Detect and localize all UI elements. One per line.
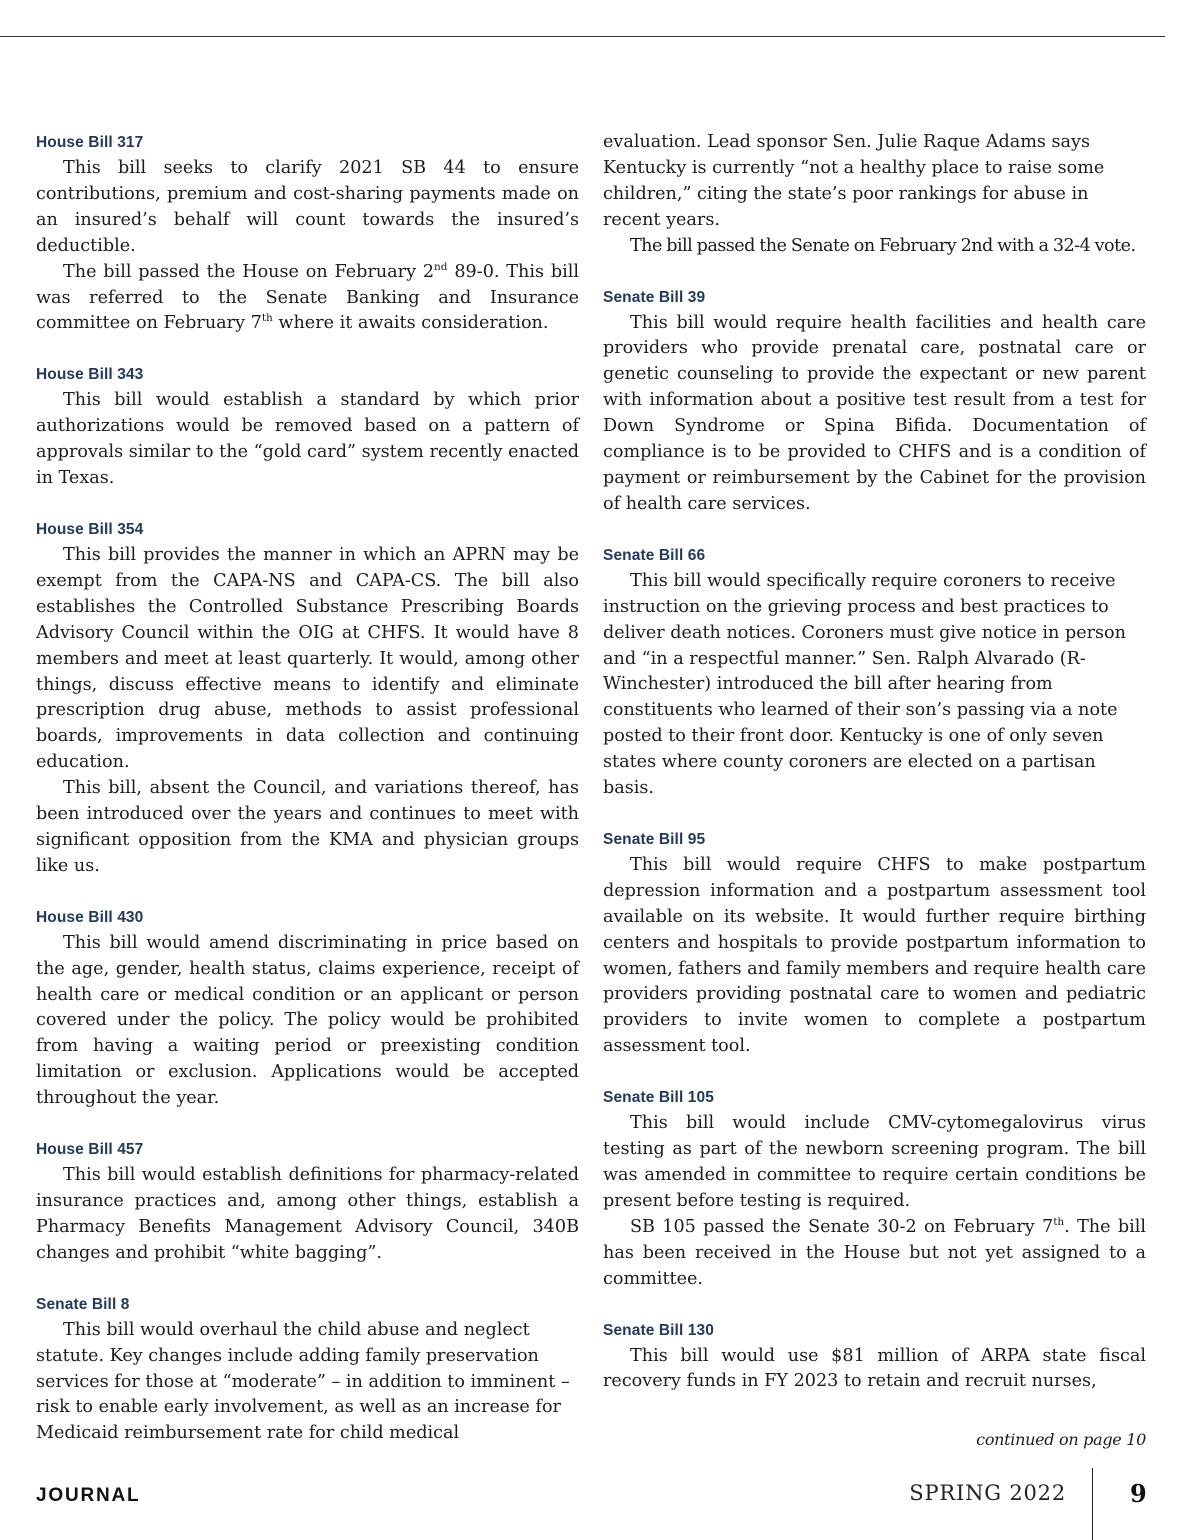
bill-title: Senate Bill 95: [603, 830, 706, 848]
bill-hb430: [36, 905, 579, 1112]
bill-status: SB 105 passed the Senate 30-2 on February 7th. The bill has been received in the House but not yet assigned to a committee.: [603, 1215, 1146, 1289]
bill-status: The bill passed the House on February 2nd 89-0. This bill was referred to the Senate Banking and Insurance committee on February 7th where it awaits consideration.: [36, 260, 579, 334]
bill-sb130: [603, 1318, 1146, 1396]
bill-sb8: [36, 1292, 579, 1448]
bill-paragraph: This bill, absent the Council, and variations thereof, has been introduced over the years and continues to meet with significant opposition from the KMA and physician groups like us.: [36, 778, 579, 876]
bill-sb8-continued: [603, 130, 1146, 260]
bill-title: House Bill 430: [36, 908, 144, 926]
bill-sb95: [603, 827, 1146, 1060]
bill-sb39: [603, 285, 1146, 518]
bill-paragraph: This bill would establish a standard by which prior authorizations would be removed based on a pattern of approvals similar to the “gold card” system recently enacted in Texas.: [36, 390, 579, 489]
bill-title: House Bill 457: [36, 1141, 144, 1159]
continued-note: continued on page 10: [976, 1430, 1146, 1449]
bill-title: Senate Bill 39: [603, 288, 706, 306]
bill-title: Senate Bill 8: [36, 1295, 130, 1313]
footer-publication: JOURNAL: [36, 1485, 141, 1506]
bill-title: Senate Bill 130: [603, 1321, 714, 1339]
footer-divider: [1092, 1468, 1093, 1540]
bill-paragraph: This bill would specifically require coroners to receive instruction on the grieving process and best practices to deliver death notices. Coroners must give notice in person and “in a respectful manner.” Sen. Ralph Alvarado (R-Winchester) introduced the bill after hearing from constituents who learned of their son’s passing via a note posted to their front door. Kentucky is one of only seven states where county coroners are elected on a partisan basis.: [603, 570, 1126, 799]
bill-sb105: [603, 1085, 1146, 1292]
bill-paragraph: evaluation. Lead sponsor Sen. Julie Raque Adams says Kentucky is currently “not a healthy place to raise some children,” citing the state’s poor rankings for abuse in recent years.: [603, 132, 1105, 230]
bill-paragraph: This bill seeks to clarify 2021 SB 44 to ensure contributions, premium and cost-sharing payments made on an insured’s behalf will count towards the insured’s deductible.: [36, 158, 579, 256]
bill-paragraph: This bill would amend discriminating in price based on the age, gender, health status, claims experience, receipt of health care or medical condition or an applicant or person covered under the policy. The policy would be prohibited from having a waiting period or preexisting condition limitation or exclusion. Applications would be accepted throughout the year.: [36, 932, 579, 1109]
bill-title: House Bill 343: [36, 366, 144, 384]
bill-paragraph: This bill would establish definitions for pharmacy-related insurance practices and, among other things, establish a Pharmacy Benefits Management Advisory Council, 340B changes and prohibit “white bagging”.: [36, 1165, 579, 1263]
bill-paragraph: This bill would include CMV-cytomegalovirus virus testing as part of the newborn screening program. The bill was amended in committee to require certain conditions be present before testing is required.: [603, 1113, 1146, 1211]
right-column: [603, 130, 1146, 1420]
bill-title: Senate Bill 66: [603, 546, 706, 564]
bill-title: House Bill 354: [36, 520, 144, 538]
bill-hb457: [36, 1137, 579, 1267]
bill-title: Senate Bill 105: [603, 1089, 714, 1107]
bill-paragraph: This bill would require CHFS to make postpartum depression information and a postpartum assessment tool available on its website. It would further require birthing centers and hospitals to provide postpartum information to women, fathers and family members and require health care providers providing postnatal care to women and pediatric providers to invite women to complete a postpartum assessment tool.: [603, 854, 1146, 1057]
bill-paragraph: This bill would overhaul the child abuse and neglect statute. Key changes include adding family preservation services for those at “moderate” – in addition to imminent – risk to enable early involvement, as well as an increase for Medicaid reimbursement rate for child medical: [36, 1319, 570, 1444]
left-column: [36, 130, 579, 1472]
footer-issue: SPRING 2022: [909, 1481, 1066, 1505]
top-rule: [0, 36, 1165, 37]
bill-paragraph: This bill would use $81 million of ARPA state fiscal recovery funds in FY 2023 to retain and recruit nurses,: [603, 1345, 1146, 1392]
bill-hb317: [36, 130, 579, 337]
bill-paragraph: This bill would require health facilities and health care providers who provide prenatal care, postnatal care or genetic counseling to provide the expectant or new parent with information about a positive test result from a test for Down Syndrome or Spina Bifida. Documentation of compliance is to be provided to CHFS and is a condition of payment or reimbursement by the Cabinet for the provision of health care services.: [603, 312, 1146, 514]
bill-paragraph: This bill provides the manner in which an APRN may be exempt from the CAPA-NS and CAPA-CS. The bill also establishes the Controlled Substance Prescribing Boards Advisory Council within the OIG at CHFS. It would have 8 members and meet at least quarterly. It would, among other things, discuss effective means to identify and eliminate prescription drug abuse, methods to assist professional boards, improvements in data collection and continuing education.: [36, 544, 579, 773]
bill-hb343: [36, 362, 579, 492]
bill-hb354: [36, 517, 579, 880]
page-number: 9: [1130, 1479, 1147, 1508]
bill-title: House Bill 317: [36, 134, 144, 151]
bill-sb66: [603, 543, 1146, 802]
bill-status: The bill passed the Senate on February 2nd with a 32-4 vote.: [630, 235, 1136, 256]
